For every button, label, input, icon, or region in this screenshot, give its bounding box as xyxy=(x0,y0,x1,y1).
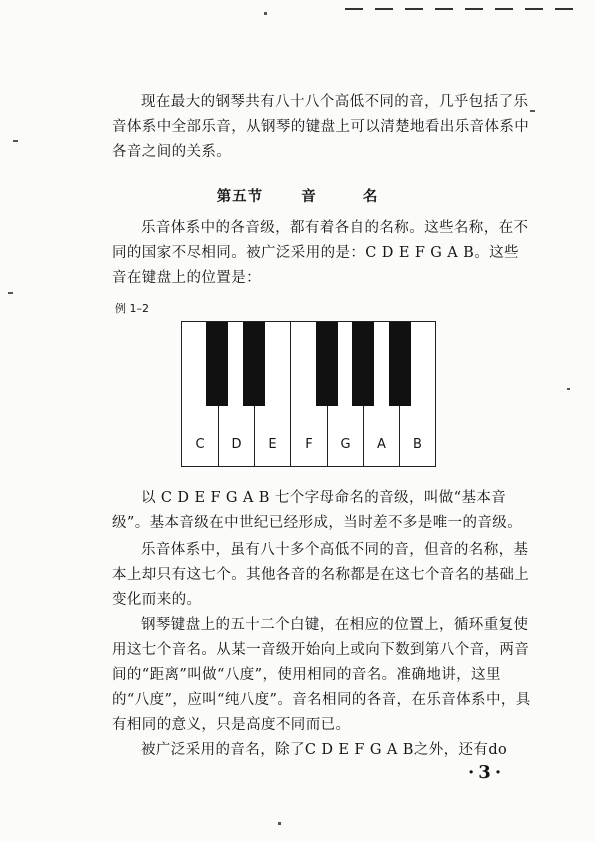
scan-speck xyxy=(567,388,570,390)
key-label: D xyxy=(231,437,242,452)
body-paragraph: 钢琴键盘上的五十二个白键，在相应的位置上，循环重复使用这七个音名。从某一音级开始向上或向下数到第八个音，两音间的“距离”叫做“八度”，使用相同的音名。准确地讲，这里的“八度”，应叫“纯八度”。音名相同的各音，在乐音体系中，具有相同的意义，只是高度不同而已。 xyxy=(112,617,531,733)
key-label: A xyxy=(377,437,386,452)
key-label: G xyxy=(340,437,351,452)
top-dash xyxy=(375,8,393,10)
body-paragraph: 被广泛采用的音名，除了C D E F G A B之外，还有do xyxy=(141,742,508,758)
key-label: B xyxy=(413,437,422,452)
example-label: 例 1–2 xyxy=(115,302,149,315)
black-key-g-sharp xyxy=(352,322,374,406)
top-dash xyxy=(525,8,543,10)
key-label: F xyxy=(305,437,313,452)
black-key-d-sharp xyxy=(243,322,265,406)
section-title-char: 音 xyxy=(301,189,317,205)
piano-keyboard-figure xyxy=(181,321,436,467)
scan-speck xyxy=(13,140,18,142)
top-dash xyxy=(435,8,453,10)
key-label: E xyxy=(268,437,277,452)
top-dash xyxy=(555,8,573,10)
top-dash xyxy=(345,8,363,10)
intro-paragraph: 现在最大的钢琴共有八十八个高低不同的音，几乎包括了乐音体系中全部乐音，从钢琴的键盘上可以清楚地看出乐音体系中各音之间的关系。 xyxy=(112,94,530,160)
scan-speck xyxy=(278,822,281,825)
top-dash xyxy=(465,8,483,10)
top-dash xyxy=(405,8,423,10)
section-title-char: 名 xyxy=(362,189,379,205)
body-paragraph: 以 C D E F G A B 七个字母命名的音级，叫做“基本音级”。基本音级在中世纪已经形成，当时差不多是唯一的音级。 xyxy=(112,490,523,531)
page-number-value: 3 xyxy=(478,762,495,783)
top-dash xyxy=(495,8,513,10)
body-paragraph: 乐音体系中，虽有八十多个高低不同的音，但音的名称，基本上却只有这七个。其他各音的名称都是在这七个音名的基础上变化而来的。 xyxy=(112,542,530,608)
black-key-f-sharp xyxy=(316,322,338,406)
section-heading xyxy=(0,185,595,206)
key-label: C xyxy=(195,437,205,452)
black-key-a-sharp xyxy=(389,322,411,406)
section-number: 第五节 xyxy=(216,189,264,205)
scan-speck xyxy=(264,12,267,15)
page-number: ·3· xyxy=(468,762,506,783)
black-key-c-sharp xyxy=(206,322,228,406)
section-intro-paragraph: 乐音体系中的各音级，都有着各自的名称。这些名称，在不同的国家不尽相同。被广泛采用的是：C D E F G A B。这些音在键盘上的位置是： xyxy=(112,220,529,286)
scan-speck xyxy=(8,292,13,294)
